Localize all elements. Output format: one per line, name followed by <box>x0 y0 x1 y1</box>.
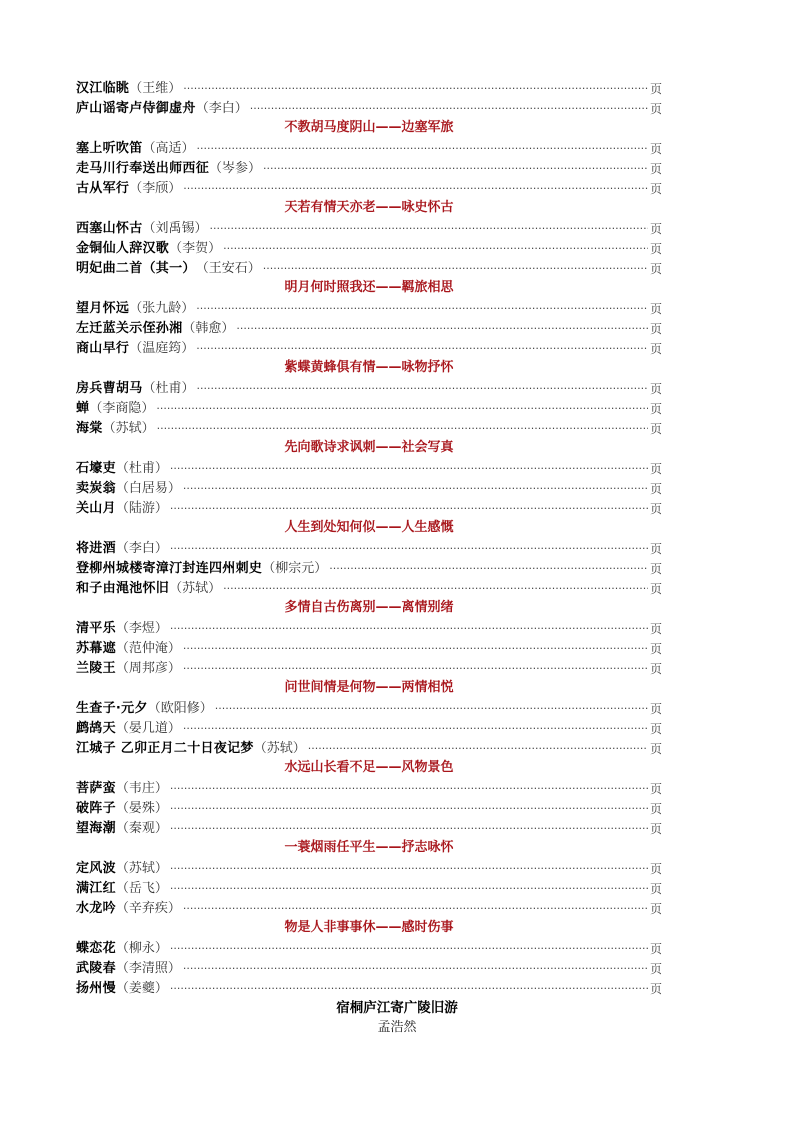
toc-entry[interactable] <box>76 78 662 98</box>
entry-title: 海棠 <box>76 421 103 436</box>
entry-title: 水龙吟 <box>76 901 116 916</box>
entry-author: （辛弃疾） <box>115 901 181 916</box>
section-heading: 一蓑烟雨任平生——抒志咏怀 <box>284 840 454 855</box>
page-number: 页 <box>649 502 662 516</box>
dot-leader <box>263 160 648 178</box>
entry-title: 汉江临眺 <box>76 81 130 96</box>
entry-title: 菩萨蛮 <box>76 781 116 796</box>
page-number: 页 <box>649 322 662 336</box>
toc-entry[interactable] <box>76 218 662 238</box>
entry-author: （李颀） <box>129 181 182 196</box>
section-heading: 紫蝶黄蜂俱有情——咏物抒怀 <box>284 360 454 375</box>
entry-title: 卖炭翁 <box>76 481 116 496</box>
entry-title: 金铜仙人辞汉歌 <box>76 241 170 256</box>
toc-entry[interactable] <box>76 258 662 278</box>
entry-author: （高适） <box>142 141 195 156</box>
entry-title: 房兵曹胡马 <box>76 381 143 396</box>
dot-leader <box>170 980 648 998</box>
entry-title: 定风波 <box>76 861 116 876</box>
page-number: 页 <box>649 742 662 756</box>
dot-leader <box>170 880 648 898</box>
entry-title: 走马川行奉送出师西征 <box>76 161 210 176</box>
entry-title: 鹧鸪天 <box>76 721 116 736</box>
entry-title: 石壕吏 <box>76 461 116 476</box>
entry-title: 扬州慢 <box>76 981 116 996</box>
entry-author: （李白） <box>195 101 248 116</box>
dot-leader <box>170 460 648 478</box>
toc-entry[interactable] <box>76 158 662 178</box>
toc-entry[interactable] <box>76 338 662 358</box>
entry-title: 清平乐 <box>76 621 116 636</box>
toc-entry[interactable] <box>76 458 662 478</box>
toc-entry[interactable] <box>76 538 662 558</box>
entry-author: （岑参） <box>209 161 262 176</box>
dot-leader <box>236 320 648 338</box>
entry-author: （岳飞） <box>115 881 168 896</box>
entry-title: 望海潮 <box>76 821 116 836</box>
toc-entry[interactable] <box>76 658 662 678</box>
poem-title: 宿桐庐江寄广陵旧游 <box>336 1000 458 1016</box>
toc-entry[interactable] <box>76 378 662 398</box>
entry-title: 左迁蓝关示侄孙湘 <box>76 321 183 336</box>
page-number: 页 <box>649 482 662 496</box>
dot-leader <box>183 180 648 198</box>
entry-title: 商山早行 <box>76 341 130 356</box>
entry-author: （李白） <box>115 541 168 556</box>
page-number: 页 <box>649 422 662 436</box>
page-number: 页 <box>649 862 662 876</box>
entry-author: （周邦彦） <box>115 661 181 676</box>
toc-entry[interactable] <box>76 938 662 958</box>
page-number: 页 <box>649 662 662 676</box>
page-number: 页 <box>649 222 662 236</box>
entry-author: （陆游） <box>115 501 168 516</box>
toc-entry[interactable] <box>76 898 662 918</box>
page-number: 页 <box>649 622 662 636</box>
entry-author: （苏轼） <box>102 421 155 436</box>
page-number: 页 <box>649 302 662 316</box>
page-number: 页 <box>649 942 662 956</box>
entry-title: 江城子 乙卯正月二十日夜记梦 <box>76 741 254 756</box>
page-number: 页 <box>649 242 662 256</box>
dot-leader <box>250 100 648 118</box>
page-number: 页 <box>649 962 662 976</box>
dot-leader <box>197 140 648 158</box>
page-number: 页 <box>649 142 662 156</box>
toc-entry[interactable] <box>76 318 662 338</box>
dot-leader <box>183 640 648 658</box>
page-number: 页 <box>649 782 662 796</box>
toc-entry[interactable] <box>76 818 662 838</box>
section-heading: 问世间情是何物——两情相悦 <box>284 680 454 695</box>
entry-title: 兰陵王 <box>76 661 116 676</box>
entry-author: （范仲淹） <box>115 641 181 656</box>
entry-author: （杜甫） <box>142 381 195 396</box>
entry-author: （张九龄） <box>129 301 195 316</box>
entry-title: 塞上听吹笛 <box>76 141 143 156</box>
dot-leader <box>183 900 648 918</box>
entry-author: （姜夔） <box>115 981 168 996</box>
page-number: 页 <box>649 642 662 656</box>
dot-leader <box>183 960 648 978</box>
page-number: 页 <box>649 982 662 996</box>
dot-leader <box>183 660 648 678</box>
poem-author: 孟浩然 <box>377 1020 417 1035</box>
entry-author: （刘禹锡） <box>142 221 208 236</box>
toc-entry[interactable] <box>76 498 662 518</box>
table-of-contents <box>76 78 662 998</box>
dot-leader <box>308 740 648 758</box>
toc-entry[interactable] <box>76 858 662 878</box>
page-number: 页 <box>649 402 662 416</box>
entry-title: 破阵子 <box>76 801 116 816</box>
dot-leader <box>223 240 648 258</box>
entry-author: （王维） <box>129 81 182 96</box>
entry-author: （王安石） <box>195 261 261 276</box>
dot-leader <box>196 300 648 318</box>
dot-leader <box>170 800 648 818</box>
section-heading: 多情自古伤离别——离情别绪 <box>284 600 454 615</box>
dot-leader <box>170 780 648 798</box>
entry-author: （苏轼） <box>169 581 222 596</box>
dot-leader <box>183 720 648 738</box>
page-number: 页 <box>649 342 662 356</box>
toc-entry[interactable] <box>76 718 662 738</box>
page-number: 页 <box>649 802 662 816</box>
page-number: 页 <box>649 702 662 716</box>
page-number: 页 <box>649 462 662 476</box>
toc-entry[interactable] <box>76 398 662 418</box>
toc-entry[interactable] <box>76 578 662 598</box>
dot-leader <box>156 400 648 418</box>
toc-entry[interactable] <box>76 558 662 578</box>
dot-leader <box>170 820 648 838</box>
entry-title: 明妃曲二首（其一） <box>76 261 196 276</box>
entry-title: 满江红 <box>76 881 116 896</box>
toc-entry[interactable] <box>76 778 662 798</box>
poem-header <box>0 998 794 1038</box>
entry-author: （秦观） <box>115 821 168 836</box>
section-heading: 人生到处知何似——人生感慨 <box>284 520 454 535</box>
page-number: 页 <box>649 882 662 896</box>
dot-leader <box>197 380 648 398</box>
dot-leader <box>170 620 648 638</box>
entry-title: 蝶恋花 <box>76 941 116 956</box>
entry-title: 蝉 <box>76 401 90 416</box>
page-number: 页 <box>649 262 662 276</box>
page-number: 页 <box>649 562 662 576</box>
dot-leader <box>196 340 648 358</box>
entry-title: 苏幕遮 <box>76 641 116 656</box>
entry-author: （晏几道） <box>115 721 181 736</box>
entry-title: 登柳州城楼寄漳汀封连四州刺史 <box>76 561 263 576</box>
page-number: 页 <box>649 722 662 736</box>
dot-leader <box>210 220 648 238</box>
entry-author: （温庭筠） <box>129 341 195 356</box>
entry-author: （韩愈） <box>182 321 235 336</box>
entry-author: （杜甫） <box>115 461 168 476</box>
section-heading: 水远山长看不足——风物景色 <box>284 760 454 775</box>
section-heading: 先向歌诗求讽刺——社会写真 <box>284 440 454 455</box>
section-heading: 明月何时照我还——羁旅相思 <box>284 280 454 295</box>
dot-leader <box>170 860 648 878</box>
toc-entry[interactable] <box>76 958 662 978</box>
entry-title: 西塞山怀古 <box>76 221 143 236</box>
toc-entry[interactable] <box>76 98 662 118</box>
toc-entry[interactable] <box>76 698 662 718</box>
page-number: 页 <box>649 102 662 116</box>
dot-leader <box>223 580 648 598</box>
page-number: 页 <box>649 162 662 176</box>
page-number: 页 <box>649 82 662 96</box>
toc-entry[interactable] <box>76 878 662 898</box>
page-number: 页 <box>649 902 662 916</box>
dot-leader <box>263 260 648 278</box>
entry-title: 和子由渑池怀旧 <box>76 581 170 596</box>
dot-leader <box>215 700 648 718</box>
entry-author: （韦庄） <box>115 781 168 796</box>
entry-author: （李贺） <box>169 241 222 256</box>
entry-author: （白居易） <box>115 481 181 496</box>
entry-title: 将进酒 <box>76 541 116 556</box>
entry-author: （李煜） <box>115 621 168 636</box>
section-heading: 不教胡马度阴山——边塞军旅 <box>284 120 454 135</box>
entry-author: （晏殊） <box>115 801 168 816</box>
toc-entry[interactable] <box>76 738 662 758</box>
page-number: 页 <box>649 582 662 596</box>
entry-title: 古从军行 <box>76 181 130 196</box>
toc-entry[interactable] <box>76 418 662 438</box>
entry-title: 庐山谣寄卢侍御虚舟 <box>76 101 196 116</box>
entry-title: 关山月 <box>76 501 116 516</box>
toc-entry[interactable] <box>76 618 662 638</box>
entry-title: 望月怀远 <box>76 301 130 316</box>
page-number: 页 <box>649 542 662 556</box>
entry-author: （欧阳修） <box>147 701 213 716</box>
entry-title: 生查子·元夕 <box>76 701 148 716</box>
dot-leader <box>183 80 648 98</box>
toc-entry[interactable] <box>76 798 662 818</box>
entry-author: （柳永） <box>115 941 168 956</box>
toc-entry[interactable] <box>76 238 662 258</box>
dot-leader <box>170 940 648 958</box>
dot-leader <box>170 540 648 558</box>
page-number: 页 <box>649 182 662 196</box>
page-number: 页 <box>649 822 662 836</box>
toc-entry[interactable] <box>76 978 662 998</box>
toc-entry[interactable] <box>76 638 662 658</box>
toc-entry[interactable] <box>76 138 662 158</box>
entry-author: （李商隐） <box>89 401 155 416</box>
section-heading: 物是人非事事休——感时伤事 <box>284 920 454 935</box>
dot-leader <box>183 480 648 498</box>
entry-author: （柳宗元） <box>262 561 328 576</box>
toc-entry[interactable] <box>76 298 662 318</box>
entry-title: 武陵春 <box>76 961 116 976</box>
entry-author: （苏轼） <box>115 861 168 876</box>
section-heading: 天若有情天亦老——咏史怀古 <box>284 200 454 215</box>
dot-leader <box>329 560 648 578</box>
dot-leader <box>157 420 648 438</box>
toc-entry[interactable] <box>76 478 662 498</box>
page-number: 页 <box>649 382 662 396</box>
toc-entry[interactable] <box>76 178 662 198</box>
entry-author: （苏轼） <box>253 741 306 756</box>
dot-leader <box>170 500 648 518</box>
entry-author: （李清照） <box>115 961 181 976</box>
